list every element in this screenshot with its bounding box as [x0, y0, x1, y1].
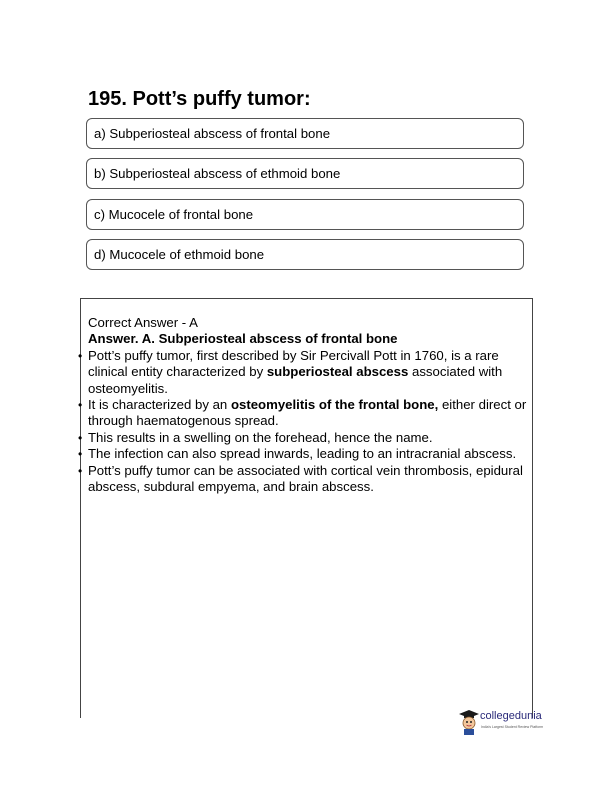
answer-heading: Answer. A. Subperiosteal abscess of frontal bone	[88, 331, 398, 347]
bullet-icon: •	[78, 430, 83, 445]
option-c-label: c) Mucocele of frontal bone	[94, 207, 254, 222]
explanation-point: • The infection can also spread inwards, leading to an intracranial abscess.	[78, 446, 517, 462]
bullet-icon: •	[78, 348, 83, 363]
answer-explanation-box	[80, 298, 533, 718]
option-d[interactable]	[86, 239, 524, 270]
option-a[interactable]	[86, 118, 524, 149]
logo-wordmark: collegedunia	[480, 710, 542, 722]
explanation-point: • It is characterized by an osteomyelitis of the frontal bone, either direct or through haematogenous spread.	[78, 397, 527, 429]
explanation-list	[78, 347, 528, 496]
answer-content	[78, 315, 528, 495]
bullet-icon: •	[78, 463, 83, 478]
explanation-point: • This results in a swelling on the forehead, hence the name.	[78, 429, 433, 445]
option-b-label: b) Subperiosteal abscess of ethmoid bone	[94, 166, 341, 181]
question-title: 195. Pott’s puffy tumor:	[88, 88, 311, 110]
correct-answer-line: Correct Answer - A	[88, 315, 198, 330]
option-c[interactable]	[86, 199, 524, 230]
graduate-mascot-icon	[458, 709, 480, 735]
option-d-label: d) Mucocele of ethmoid bone	[94, 247, 265, 262]
collegedunia-logo	[458, 707, 558, 741]
option-a-label: a) Subperiosteal abscess of frontal bone	[94, 126, 331, 141]
logo-tagline: India's Largest Student Review Platform	[481, 725, 544, 729]
option-b[interactable]	[86, 158, 524, 189]
bullet-icon: •	[78, 447, 83, 462]
explanation-point: • Pott’s puffy tumor can be associated with cortical vein thrombosis, epidural abscess, subdural empyema, and brain abscess.	[78, 462, 523, 495]
bullet-icon: •	[78, 398, 83, 413]
explanation-point: • Pott’s puffy tumor, first described by Sir Percivall Pott in 1760, is a rare clinical entity characterized by subperiosteal abscess associated with osteomyelitis.	[78, 347, 503, 396]
